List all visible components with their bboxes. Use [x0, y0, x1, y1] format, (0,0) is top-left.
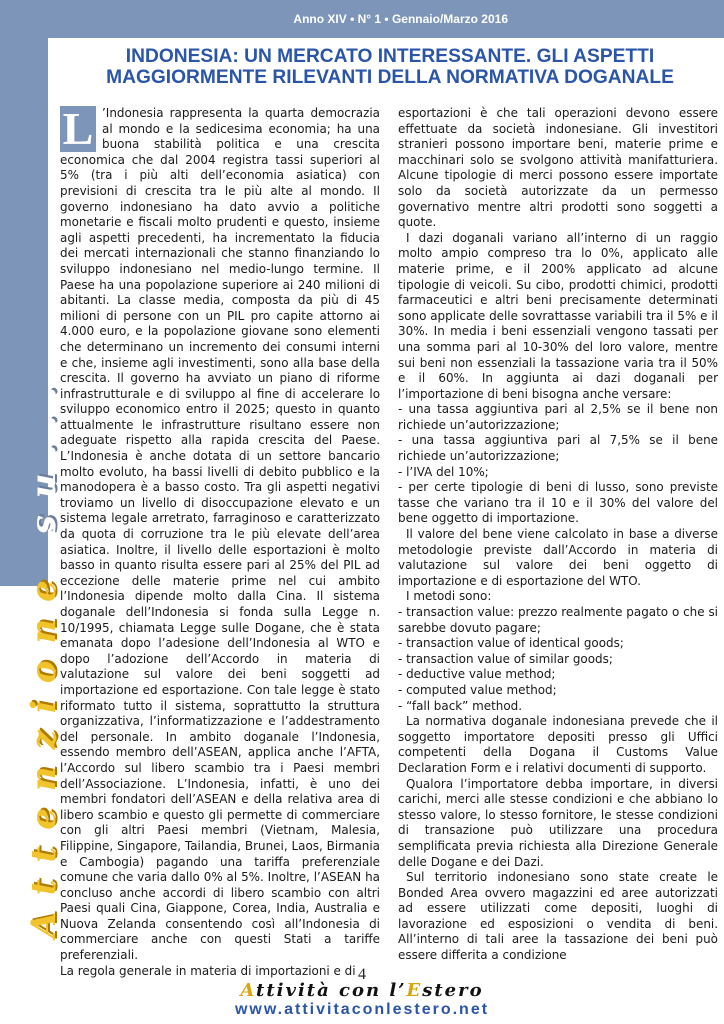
paragraph: Sul territorio indonesiano sono state create le Bonded Area ovvero magazzini ed aree autorizzati ad essere utilizzati come depositi, luoghi di lavorazione ed esposizioni o vendita di beni. All’interno di tali aree la tassazione dei beni può essere differita a condizione — [398, 870, 718, 963]
drop-cap: L — [60, 106, 96, 152]
header-bar — [0, 0, 724, 38]
section-label — [24, 370, 64, 938]
section-label-word2: su... — [24, 369, 64, 535]
paragraph: Qualora l’importatore debba importare, in diversi carichi, merci alle stesse condizioni e che abbiano lo stesso valore, lo stesso fornitore, le stesse condizioni di transazione può utilizzare una procedura semplificata previa richiesta alla Direzione Generale delle Dogane e dei Dazi. — [398, 776, 718, 869]
paragraph: I dazi doganali variano all’interno di un raggio molto ampio compreso tra lo 0%, applicato alle materie prime, e il 200% applicato ad alcune tipologie di veicoli. Su cibo, prodotti chimici, prodotti farmaceutici e altri beni precisamente determinati sono applicate delle sovrattasse variabili tra il 5% e il 30%. In media i beni essenziali vengono tassati per una somma pari al 10-30% del loro valore, mentre sui beni non essenziali la tassazione varia tra il 50% e il 60%. In aggiunta ai dazi doganali per l’importazione di beni bisogna anche versare: — [398, 230, 718, 401]
logo-letter-a: A — [240, 980, 257, 1001]
list-item: - una tassa aggiuntiva pari al 7,5% se il bene richiede un’autorizzazione; — [398, 433, 718, 464]
list-item: - transaction value: prezzo realmente pagato o che si sarebbe dovuto pagare; — [398, 605, 718, 635]
section-sidebar — [0, 38, 64, 1024]
paragraph: La regola generale in materia di importazioni e di — [60, 963, 356, 978]
website-link[interactable]: www.attivitaconlestero.net — [234, 1001, 490, 1018]
list-item: - una tassa aggiuntiva pari al 2,5% se il bene non richiede un’autorizzazione; — [398, 402, 718, 432]
paragraph: La normativa doganale indonesiana prevede che il soggetto importatore depositi presso gli Uffici competenti della Dogana il Customs Value Declaration Form e i relativi documenti di supporto. — [398, 714, 718, 775]
list-item: - deductive value method; — [398, 667, 556, 682]
article-column-left — [60, 103, 380, 979]
paragraph: esportazioni è che tali operazioni devono essere effettuate da società indonesiane. Gli investitori stranieri possono importare beni, materie prime e macchinari solo se svolgono attività manifatturiera. Alcune tipologie di merci possono essere importate solo da società autorizzate da un permesso governativo mentre altri prodotti sono soggetti a quote. — [398, 106, 718, 230]
paragraph: Il valore del bene viene calcolato in base a diverse metodologie previste dall’Accordo in materia di valutazione sul valore dei beni oggetto di importazione e di esportazione del WTO. — [398, 527, 718, 588]
list-item: - computed value method; — [398, 682, 557, 697]
publication-logo — [0, 980, 724, 1001]
list-item: - per certe tipologie di beni di lusso, sono previste tasse che variano tra il 10 e il 30% del valore del bene oggetto di importazione. — [398, 480, 718, 526]
section-label-word1: Attenzione — [24, 563, 64, 938]
article-title: INDONESIA: UN MERCATO INTERESSANTE. GLI ASPETTI MAGGIORMENTE RILEVANTI DELLA NORMATIVA DOGANALE — [106, 46, 674, 88]
page-number: 4 — [358, 966, 366, 983]
list-item: - “fall back” method. — [398, 698, 523, 713]
logo-text-2: stero — [422, 980, 484, 1001]
issue-info: Anno XIV • N° 1 • Gennaio/Marzo 2016 — [293, 12, 508, 26]
paragraph-text: ’Indonesia rappresenta la quarta democrazia al mondo e la sedicesima economia; ha una buona stabilità politica e una crescita economica che dal 2004 registra tassi superiori al 5% (tra i più alti dell’economia asiatica) con previsioni di crescita tra le più alte al mondo. Il governo indonesiano ha dato avvio a politiche monetarie e fiscali molto prudenti e questo, insieme agli aspetti precedenti, ha incrementato la fiducia dei mercati internazionali che stanno finanziando lo sviluppo indonesiano nel medio-lungo termine. Il Paese ha una popolazione superiore ai 240 milioni di abitanti. La classe media, composta da più di 45 milioni di persone con un PIL pro capite attorno ai 4.000 euro, e la popolazione giovane sono elementi che determinano un incremento dei consumi interni e che, insieme agli investimenti, sono alla base della crescita. Il governo ha avviato un piano di riforme infrastrutturale e di sviluppo al fine di accelerare lo sviluppo economico entro il 2025; questo in quanto attualmente le infrastrutture risultano essere non adeguate rispetto alla rapida crescita del Paese. L’Indonesia è anche dotata di un settore bancario molto evoluto, ha bassi livelli di debito pubblico e la manodopera è a basso costo. Tra gli aspetti negativi troviamo un livello di disoccupazione elevato e un sistema legale arretrato, farraginoso e caratterizzato da quota di corruzione tra le più elevate dell’area asiatica. Inoltre, il livello delle esportazioni è molto basso in quanto risulta essere pari al 25% del PIL ad eccezione delle materie prime nel cui ambito l’Indonesia dipende molto dalla Cina. Il sistema doganale dell’Indonesia si fonda sulla Legge n. 10/1995, chiamata Legge sulle Dogane, che è stata emanata dopo l’adesione dell’Indonesia al WTO e dopo l’adozione dell’Accordo in materia di valutazione sul valore dei beni soggetti ad importazione ed esportazione. Con tale legge è stato riformato tutto il sistema, soprattutto la struttura organizzativa, l’informatizzazione e l’addestramento del personale. In ambito doganale l’Indonesia, essendo membro dell’ASEAN, applica anche l’AFTA, l’Accordo sul libero scambio tra i Paesi membri dell’Associazione. L’Indonesia, infatti, è uno dei membri fondatori dell’ASEAN e della relativa area di libero scambio e questo gli permette di commerciare con gli altri Paesi membri (Vietnam, Malesia, Filippine, Singapore, Tailandia, Brunei, Laos, Birmania e Cambogia) pagando una tariffa preferenziale comune che varia dallo 0% al 5%. Inoltre, l’ASEAN ha concluso anche accordi di libero scambio con altri Paesi quali Cina, Giappone, Corea, India, Australia e Nuova Zelanda consentendo così all’Indonesia di commerciare anche con questi Stati a tariffe preferenziali. — [60, 106, 380, 963]
paragraph: I metodi sono: — [406, 589, 492, 604]
paragraph — [60, 103, 380, 964]
logo-text-1: ttività con l’ — [256, 980, 407, 1001]
logo-letter-e: E — [406, 980, 423, 1001]
list-item: - l’IVA del 10%; — [398, 464, 489, 479]
list-item: - transaction value of similar goods; — [398, 651, 613, 666]
list-item: - transaction value of identical goods; — [398, 636, 624, 651]
article-column-right — [398, 106, 718, 964]
